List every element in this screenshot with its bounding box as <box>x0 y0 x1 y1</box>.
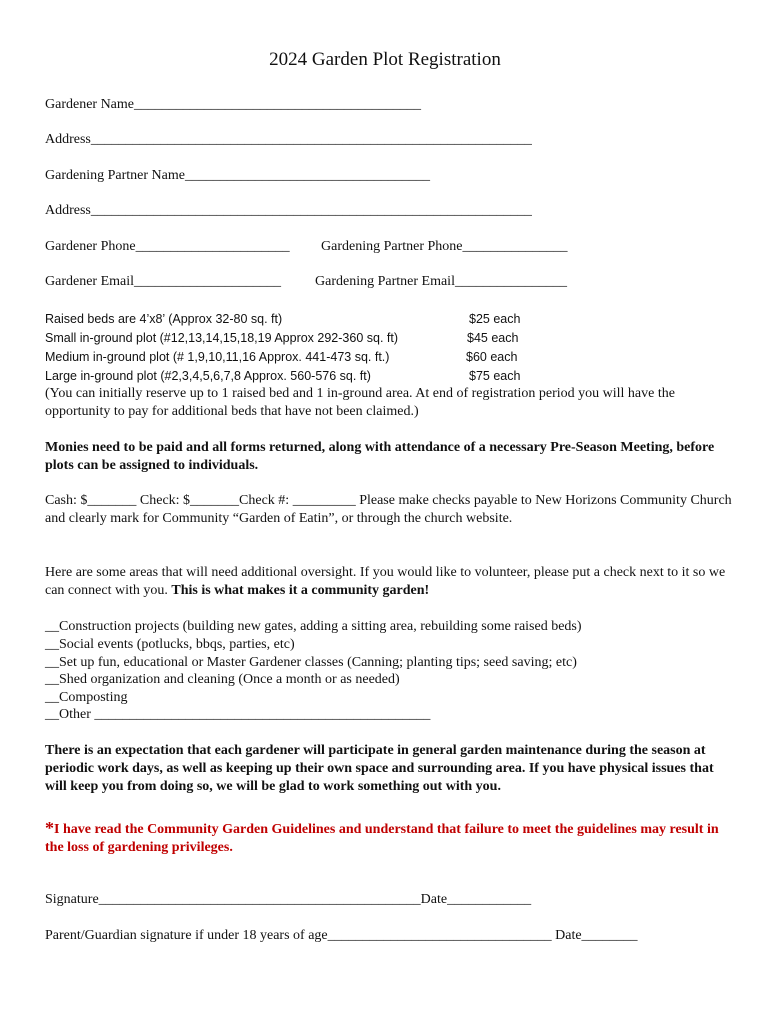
reserve-note: (You can initially reserve up to 1 raised bed and 1 in-ground area. At end of registration period you will have the opportunity to pay for additional beds that have not been claimed.) <box>45 386 675 419</box>
plot-price-large: $75 each <box>469 369 521 383</box>
volunteer-item-construction[interactable]: __Construction projects (building new gates, adding a sitting area, rebuilding some raised beds) <box>45 619 582 634</box>
volunteer-item-social[interactable]: __Social events (potlucks, bbqs, parties, etc) <box>45 637 295 652</box>
volunteer-item-classes[interactable]: __Set up fun, educational or Master Gardener classes (Canning; planting tips; seed saving; etc) <box>45 655 577 670</box>
guardian-signature-line[interactable]: Parent/Guardian signature if under 18 years of age________________________________ Date________ <box>45 928 638 943</box>
volunteer-item-shed[interactable]: __Shed organization and cleaning (Once a month or as needed) <box>45 672 400 687</box>
plot-price-medium: $60 each <box>466 350 518 364</box>
monies-note: Monies need to be paid and all forms returned, along with attendance of a necessary Pre-Season Meeting, before plots can be assigned to individuals. <box>45 440 715 473</box>
partner-name-field[interactable]: Gardening Partner Name___________________________________ <box>45 168 430 183</box>
volunteer-intro-emphasis: This is what makes it a community garden! <box>171 583 430 598</box>
gardener-name-field[interactable]: Gardener Name_________________________________________ <box>45 97 422 112</box>
plot-price-small: $45 each <box>467 331 519 345</box>
plot-desc-raised: Raised beds are 4’x8’ (Approx 32-80 sq. ft) <box>45 312 283 326</box>
plot-price-raised: $25 each <box>469 312 521 326</box>
partner-email-field[interactable]: Gardening Partner Email________________ <box>315 274 567 289</box>
asterisk-mark: * <box>45 818 54 838</box>
volunteer-intro <box>45 564 735 600</box>
guidelines-acknowledgement <box>45 819 735 857</box>
gardener-email-field[interactable]: Gardener Email_____________________ <box>45 274 282 289</box>
gardener-phone-field[interactable]: Gardener Phone______________________ <box>45 239 290 254</box>
volunteer-item-composting[interactable]: __Composting <box>45 690 128 705</box>
expectation-note: There is an expectation that each gardener will participate in general garden maintenance during the season at periodic work days, as well as keeping up their own space and surrounding area. If you have physical issues that will keep you from doing so, we will be glad to work something out with you. <box>45 743 714 794</box>
plot-desc-large: Large in-ground plot (#2,3,4,5,6,7,8 Approx. 560-576 sq. ft) <box>45 369 371 383</box>
address-field-2[interactable]: Address_______________________________________________________________ <box>45 203 532 218</box>
payment-instructions: Cash: $_______ Check: $_______Check #: _________ Please make checks payable to New Horizons Community Church and clearly mark for Community “Garden of Eatin”, or through the church website. <box>45 493 732 526</box>
form-title: 2024 Garden Plot Registration <box>269 49 501 70</box>
address-field-1[interactable]: Address_______________________________________________________________ <box>45 132 532 147</box>
volunteer-intro-text: Here are some areas that will need additional oversight. If you would like to volunteer, please put a check next to it so we can connect with you. <box>45 565 726 598</box>
partner-phone-field[interactable]: Gardening Partner Phone_______________ <box>321 239 568 254</box>
plot-desc-small: Small in-ground plot (#12,13,14,15,18,19 Approx 292-360 sq. ft) <box>45 331 399 345</box>
signature-line[interactable]: Signature______________________________________________Date____________ <box>45 892 532 907</box>
guidelines-text: I have read the Community Garden Guidelines and understand that failure to meet the guidelines may result in the loss of gardening privileges. <box>45 822 719 855</box>
volunteer-item-other[interactable]: __Other ________________________________________________ <box>45 707 431 722</box>
plot-desc-medium: Medium in-ground plot (# 1,9,10,11,16 Approx. 441-473 sq. ft.) <box>45 350 390 364</box>
